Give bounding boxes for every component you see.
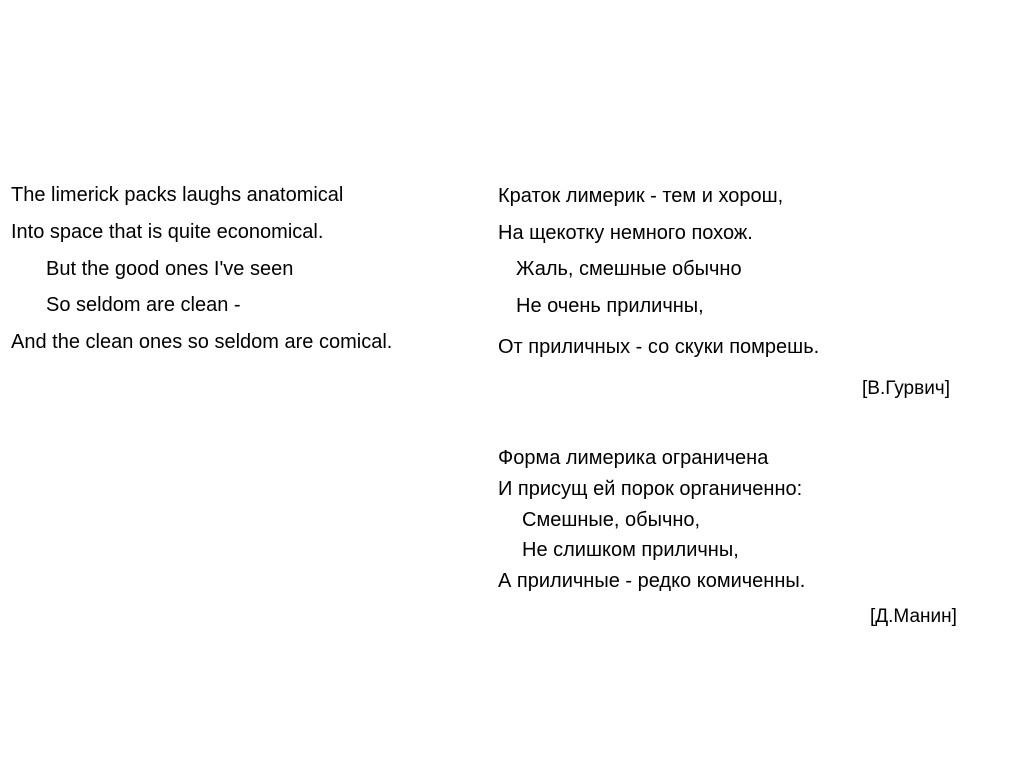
english-line-4: So seldom are clean - [46,294,241,316]
translation-1-line-2: На щекотку немного похож. [498,222,753,244]
translation-2-line-4: Не слишком приличны, [522,539,739,561]
translation-1-line-5: От приличных - со скуки помрешь. [498,336,820,358]
translation-2-line-5: А приличные - редко комиченны. [498,570,806,592]
translation-2-line-3: Смешные, обычно, [522,509,701,531]
english-line-5: And the clean ones so seldom are comical. [11,331,393,353]
translation-2-attribution: [Д.Манин] [870,606,957,627]
translation-2-line-1: Форма лимерика ограничена [498,447,769,469]
translation-1-attribution: [В.Гурвич] [862,378,950,399]
translation-1-line-1: Краток лимерик - тем и хорош, [498,185,784,207]
translation-1-line-4: Не очень приличны, [516,295,704,317]
translation-1-line-3: Жаль, смешные обычно [516,258,742,280]
translation-2-line-2: И присущ ей порок органиченно: [498,478,803,500]
english-line-3: But the good ones I've seen [46,258,294,280]
english-line-1: The limerick packs laughs anatomical [11,184,344,206]
english-line-2: Into space that is quite economical. [11,221,324,243]
